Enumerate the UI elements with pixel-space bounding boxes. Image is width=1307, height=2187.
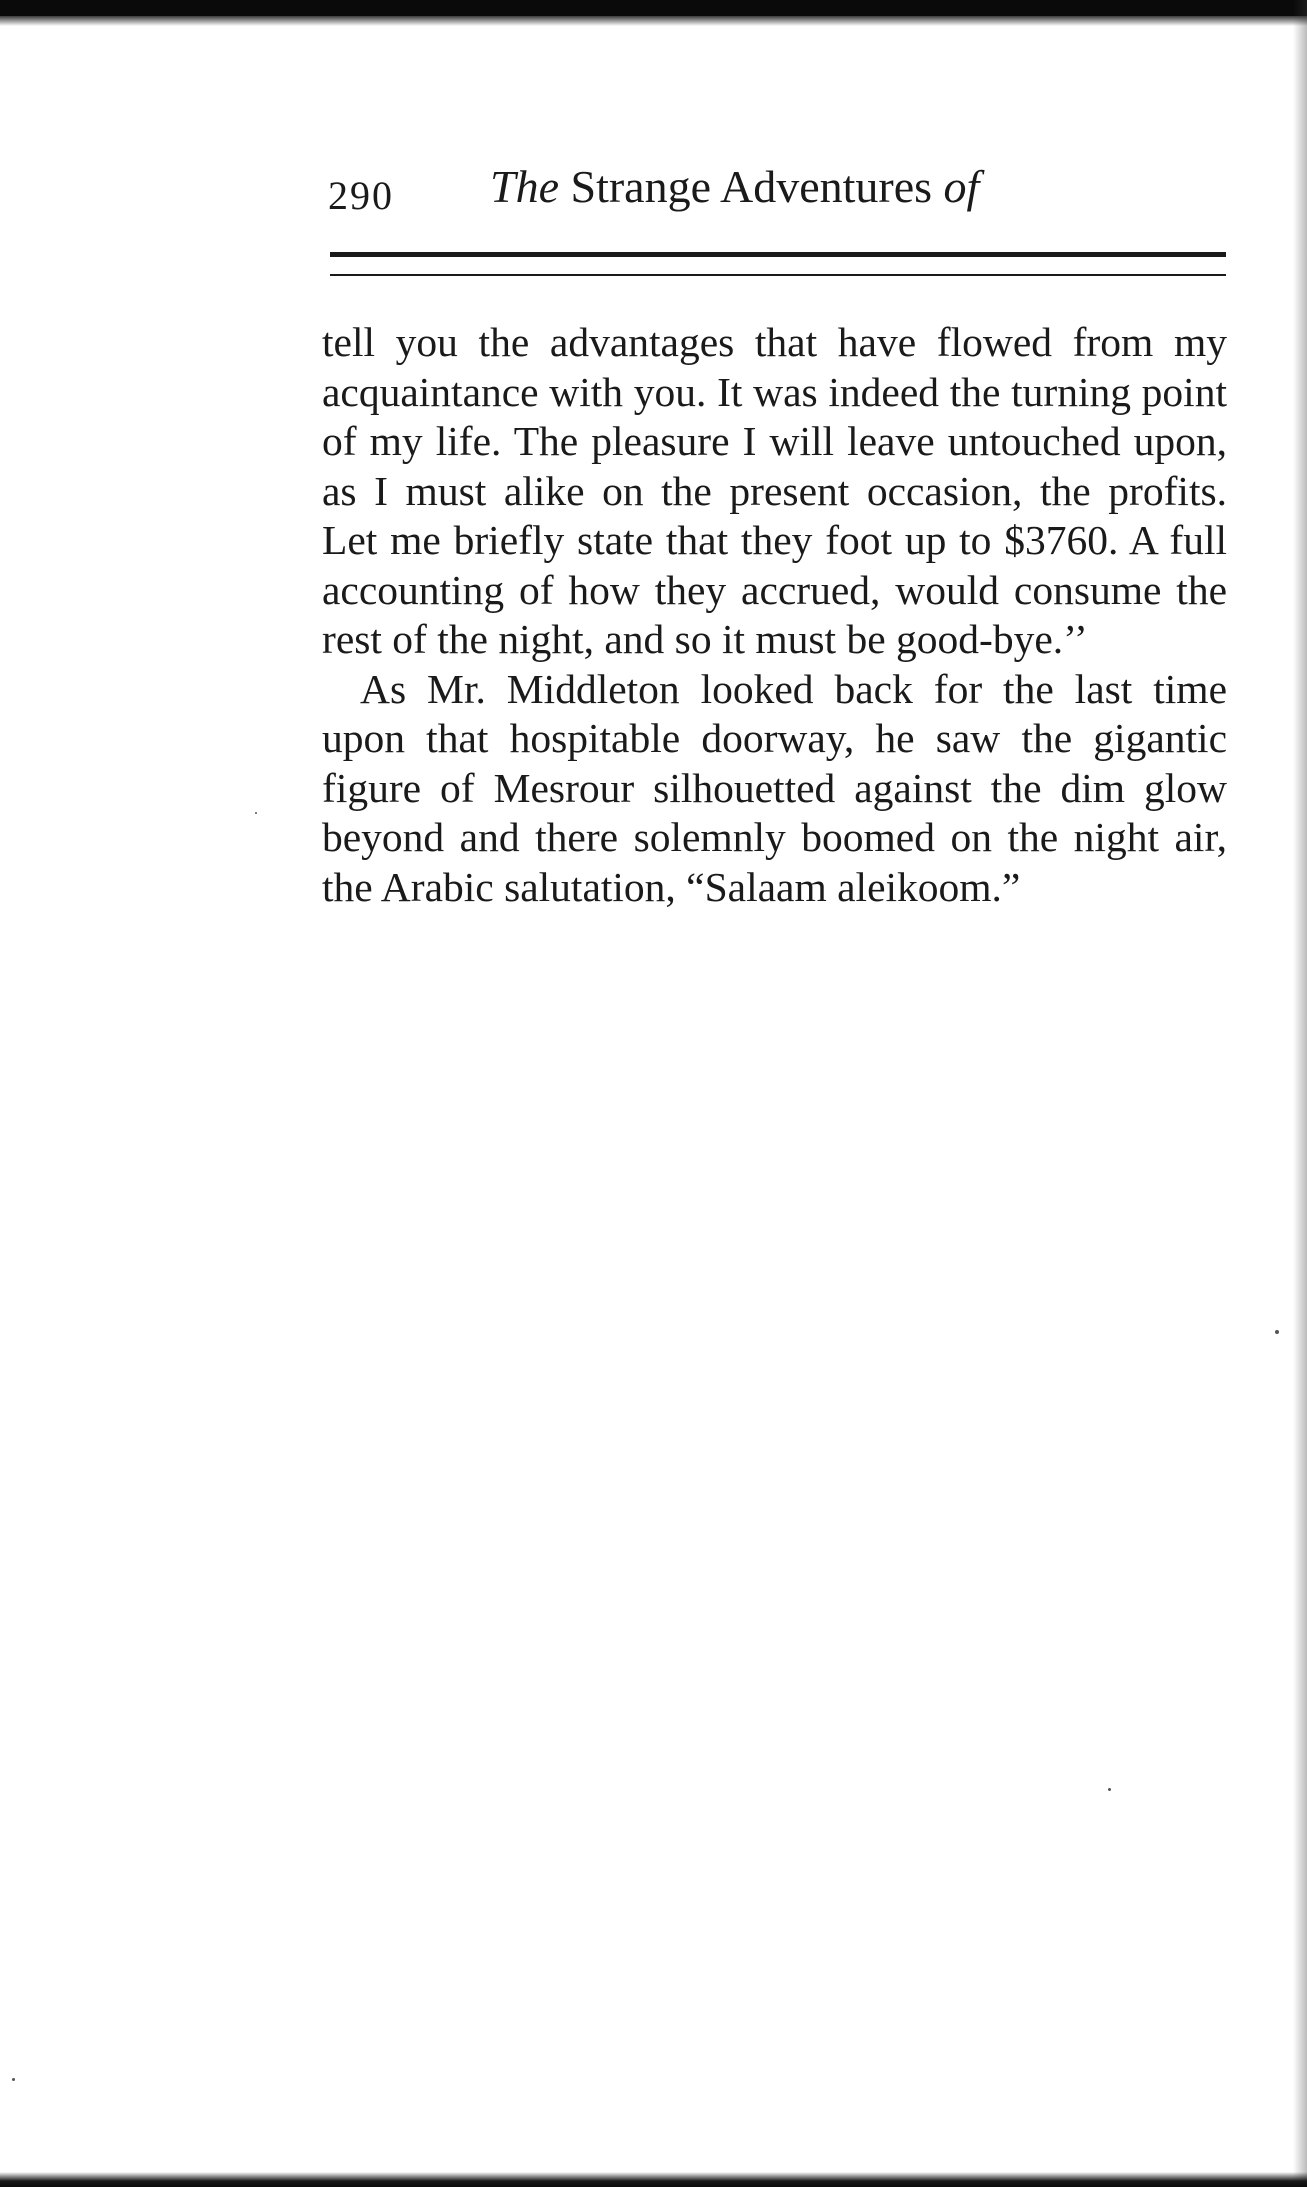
scan-bottom-edge [0, 2172, 1307, 2187]
scan-speck [255, 812, 257, 814]
running-head [328, 160, 1228, 230]
scan-top-shadow [0, 16, 1307, 26]
scan-speck [1108, 1788, 1111, 1791]
body-text [322, 318, 1227, 912]
paragraph-2: As Mr. Middleton looked back for the last time upon that hospitable doorway, he saw the gigantic figure of Mesrour silhouetted against the dim glow beyond and there solemnly boomed on the night air, the Arabic salutation, “Salaam aleikoom.” [322, 665, 1227, 910]
scan-right-edge [1293, 0, 1307, 2187]
running-title-italic-the: The [490, 161, 559, 212]
header-rule-thick [330, 252, 1226, 257]
running-title-italic-of: of [943, 161, 980, 212]
running-title-main: Strange Adventures [559, 161, 944, 212]
scan-speck [12, 2078, 15, 2081]
page-number: 290 [328, 173, 394, 218]
running-title [490, 160, 979, 213]
paragraph-1: tell you the advantages that have flowed from my acquaintance with you. It was indeed the turning point of my life. The pleasure I will leave untouched upon, as I must alike on the present occasion, the profits. Let me briefly state that they foot up to $3760. A full accounting of how they accrued, would consume the rest of the night, and so it must be good-bye.’’ [322, 319, 1227, 662]
header-rule-thin [330, 274, 1226, 276]
scan-top-edge [0, 0, 1307, 16]
scan-speck [1275, 1330, 1279, 1334]
